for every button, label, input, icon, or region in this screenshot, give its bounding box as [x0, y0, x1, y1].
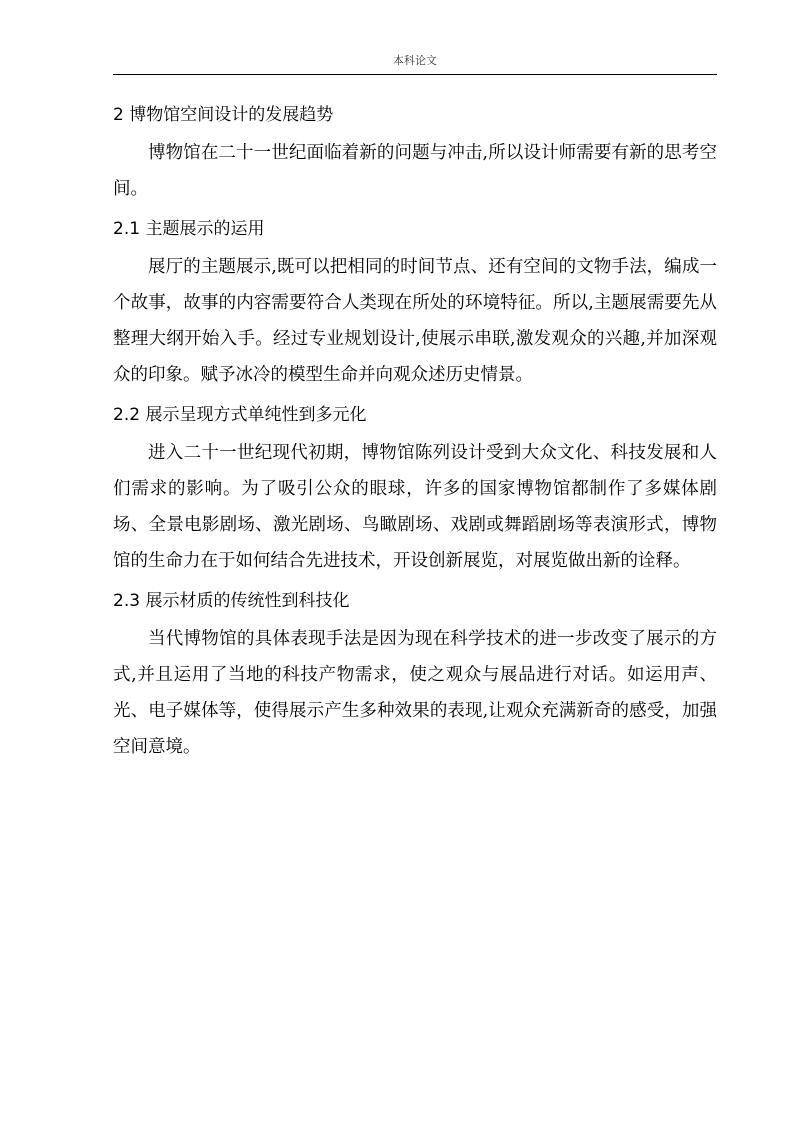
page-header: 本科论文	[113, 52, 717, 75]
chapter-heading: 2 博物馆空间设计的发展趋势	[113, 105, 334, 125]
section-paragraph-2-1: 展厅的主题展示,既可以把相同的时间节点、还有空间的文物手法，编成一个故事，故事的内容需要符合人类现在所处的环境特征。所以,主题展需要先从整理大纲开始入手。经过专业规划设计,使展示串联,激发观众的兴趣,并加深观众的印象。赋予冰冷的模型生命并向观众述历史情景。	[113, 257, 717, 385]
section-paragraph-2-3: 当代博物馆的具体表现手法是因为现在科学技术的进一步改变了展示的方式,并且运用了当地的科技产物需求，使之观众与展品进行对话。如运用声、光、电子媒体等，使得展示产生多种效果的表现,让观众充满新奇的感受，加强空间意境。	[113, 629, 717, 757]
section-paragraph-2-2: 进入二十一世纪现代初期，博物馆陈列设计受到大众文化、科技发展和人们需求的影响。为了吸引公众的眼球，许多的国家博物馆都制作了多媒体剧场、全景电影剧场、激光剧场、鸟瞰剧场、戏剧或舞蹈剧场等表演形式，博物馆的生命力在于如何结合先进技术，开设创新展览，对展览做出新的诠释。	[113, 443, 717, 571]
intro-paragraph: 博物馆在二十一世纪面临着新的问题与冲击,所以设计师需要有新的思考空间。	[113, 143, 717, 199]
section-heading-2-3: 2.3 展示材质的传统性到科技化	[113, 591, 350, 611]
section-heading-2-2: 2.2 展示呈现方式单纯性到多元化	[113, 405, 367, 425]
section-heading-2-1: 2.1 主题展示的运用	[113, 219, 265, 239]
document-body	[113, 95, 717, 765]
